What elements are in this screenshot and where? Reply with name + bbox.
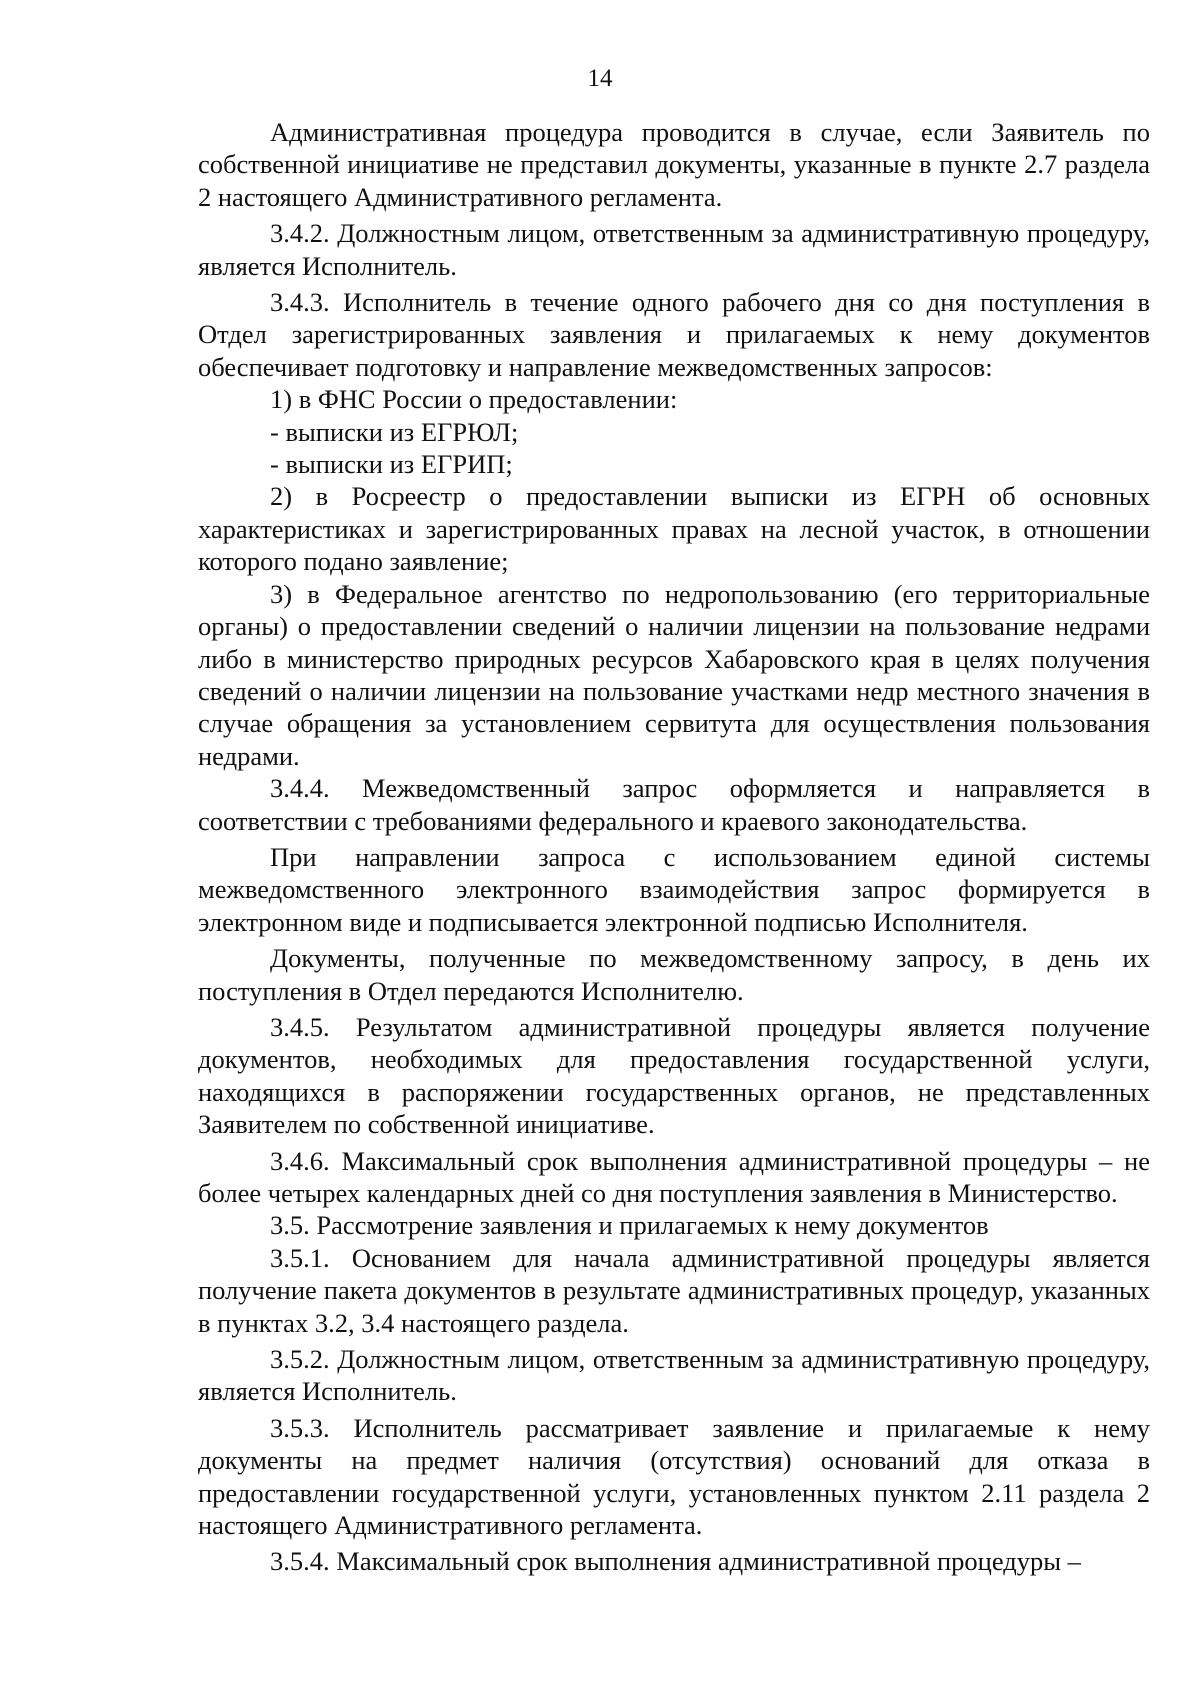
section-heading-3-5: 3.5. Рассмотрение заявления и прилагаемых к нему документов <box>270 1210 989 1241</box>
list-subitem-egrip: - выписки из ЕГРИП; <box>270 449 513 480</box>
paragraph-3-5-2: 3.5.2. Должностным лицом, ответственным за административную процедуру, является Исполнитель. <box>198 1344 1150 1407</box>
paragraph-3-4-2: 3.4.2. Должностным лицом, ответственным за административную процедуру, является Исполнитель. <box>198 218 1150 281</box>
paragraph-3-5-3: 3.5.3. Исполнитель рассматривает заявление и прилагаемые к нему документы на предмет наличия (отсутствия) оснований для отказа в предоставлении государственной услуги, установленных пунктом 2.11 раздела 2 настоящего Административного регламента. <box>198 1412 1150 1541</box>
paragraph-3-4-6: 3.4.6. Максимальный срок выполнения административной процедуры – не более четырех календарных дней со дня поступления заявления в Министерство. <box>198 1145 1150 1208</box>
paragraph-3-5-4: 3.5.4. Максимальный срок выполнения административной процедуры – <box>270 1546 1081 1577</box>
page-number: 14 <box>587 65 613 92</box>
paragraph-3-4-4: 3.4.4. Межведомственный запрос оформляется и направляется в соответствии с требованиями федерального и краевого законодательства. <box>198 773 1150 836</box>
list-item-fns: 1) в ФНС России о предоставлении: <box>270 384 678 415</box>
paragraph-received-documents: Документы, полученные по межведомственному запросу, в день их поступления в Отдел передаются Исполнителю. <box>198 943 1150 1006</box>
paragraph-3-4-3: 3.4.3. Исполнитель в течение одного рабочего дня со дня поступления в Отдел зарегистрированных заявления и прилагаемых к нему документов обеспечивает подготовку и направление межведомственных запросов: <box>198 287 1150 382</box>
list-item-nedra: 3) в Федеральное агентство по недропользованию (его территориальные органы) о предоставлении сведений о наличии лицензии на пользование недрами либо в министерство природных ресурсов Хабаровского края в целях получения сведений о наличии лицензии на пользование участками недр местного значения в случае обращения за установлением сервитута для осуществления пользования недрами. <box>198 578 1150 771</box>
paragraph-electronic-request: При направлении запроса с использованием единой системы межведомственного электронного взаимодействия запрос формируется в электронном виде и подписывается электронной подписью Исполнителя. <box>198 841 1150 937</box>
paragraph-procedure-condition: Административная процедура проводится в случае, если Заявитель по собственной инициативе не представил документы, указанные в пункте 2.7 раздела 2 настоящего Административного регламента. <box>198 117 1150 212</box>
paragraph-3-4-5: 3.4.5. Результатом административной процедуры является получение документов, необходимых для предоставления государственной услуги, находящихся в распоряжении государственных органов, не представленных Заявителем по собственной инициативе. <box>198 1011 1150 1140</box>
document-body <box>198 116 1150 1578</box>
list-subitem-egrul: - выписки из ЕГРЮЛ; <box>270 416 519 447</box>
list-item-rosreestr: 2) в Росреестр о предоставлении выписки из ЕГРН об основных характеристиках и зарегистрированных правах на лесной участок, в отношении которого подано заявление; <box>198 481 1150 577</box>
paragraph-3-5-1: 3.5.1. Основанием для начала административной процедуры является получение пакета документов в результате административных процедур, указанных в пунктах 3.2, 3.4 настоящего раздела. <box>198 1242 1150 1338</box>
